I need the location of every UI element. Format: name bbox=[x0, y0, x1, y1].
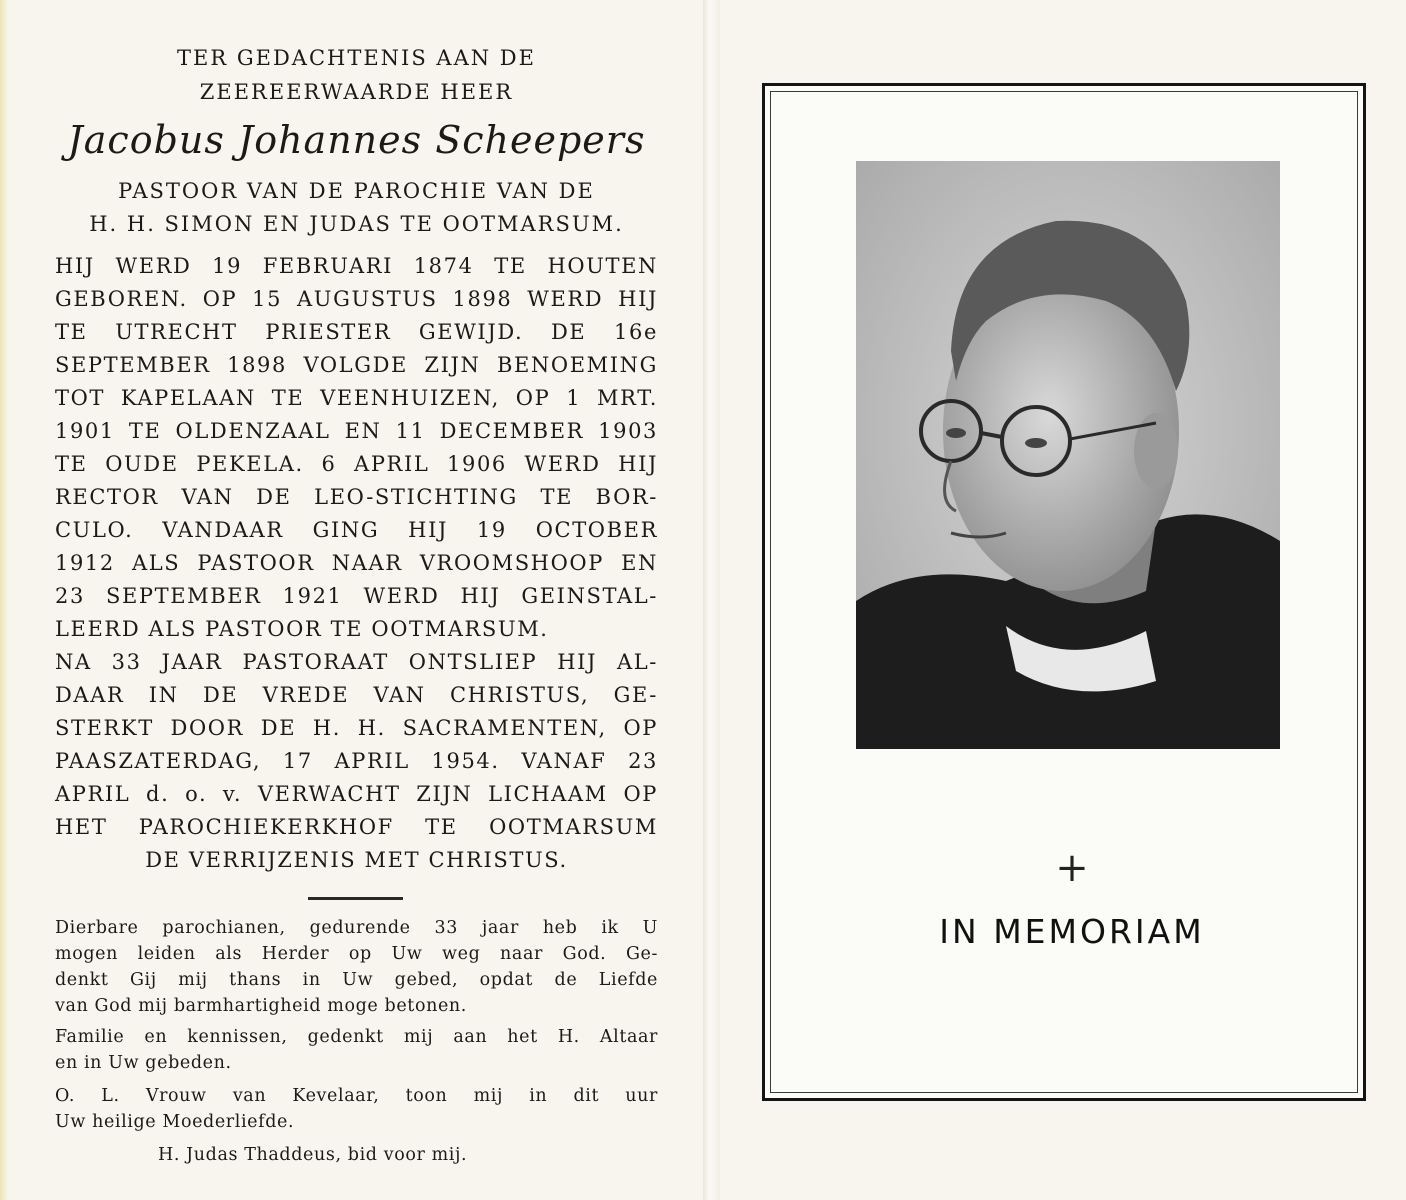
heading-line-2: ZEEREERWAARDE HEER bbox=[199, 80, 514, 104]
biography-line: SEPTEMBER 1898 VOLGDE ZIJN BENOEMING bbox=[55, 353, 658, 377]
biography-line: DAAR IN DE VREDE VAN CHRISTUS, GE- bbox=[55, 683, 658, 707]
title-line-1: PASTOOR VAN DE PAROCHIE VAN DE bbox=[118, 179, 595, 203]
prayer-line: van God mij barmhartigheid moge betonen. bbox=[55, 996, 467, 1016]
biography-line: HET PAROCHIEKERKHOF TE OOTMARSUM bbox=[55, 815, 658, 839]
biography-line: 1912 ALS PASTOOR NAAR VROOMSHOOP EN bbox=[55, 551, 658, 575]
prayer-line: O. L. Vrouw van Kevelaar, toon mij in dit uur bbox=[55, 1086, 658, 1106]
biography-line: 23 SEPTEMBER 1921 WERD HIJ GEINSTAL- bbox=[55, 584, 658, 608]
portrait-photo bbox=[856, 161, 1280, 749]
biography-line: HIJ WERD 19 FEBRUARI 1874 TE HOUTEN bbox=[55, 254, 658, 278]
paper-edge bbox=[0, 0, 8, 1200]
heading-line-1: TER GEDACHTENIS AAN DE bbox=[177, 46, 536, 70]
biography-line: LEERD ALS PASTOOR TE OOTMARSUM. bbox=[55, 617, 549, 641]
biography-line: NA 33 JAAR PASTORAAT ONTSLIEP HIJ AL- bbox=[55, 650, 658, 674]
biography-line: RECTOR VAN DE LEO-STICHTING TE BOR- bbox=[55, 485, 658, 509]
biography-line: APRIL d. o. v. VERWACHT ZIJN LICHAAM OP bbox=[55, 782, 658, 806]
memoriam-title: IN MEMORIAM bbox=[939, 912, 1205, 951]
biography-line: CULO. VANDAAR GING HIJ 19 OCTOBER bbox=[55, 518, 658, 542]
prayer-line: Familie en kennissen, gedenkt mij aan het H. Altaar bbox=[55, 1027, 658, 1047]
biography-line: TE UTRECHT PRIESTER GEWIJD. DE 16e bbox=[55, 320, 658, 344]
biography-line: PAASZATERDAG, 17 APRIL 1954. VANAF 23 bbox=[55, 749, 658, 773]
prayer-line: mogen leiden als Herder op Uw weg naar God. Ge- bbox=[55, 944, 658, 964]
biography-line: STERKT DOOR DE H. H. SACRAMENTEN, OP bbox=[55, 716, 658, 740]
section-divider bbox=[308, 897, 403, 900]
biography-line: DE VERRIJZENIS MET CHRISTUS. bbox=[145, 848, 568, 872]
prayer-line: en in Uw gebeden. bbox=[55, 1053, 232, 1073]
biography-line: GEBOREN. OP 15 AUGUSTUS 1898 WERD HIJ bbox=[55, 287, 658, 311]
title-line-2: H. H. SIMON EN JUDAS TE OOTMARSUM. bbox=[89, 212, 624, 236]
prayer-line: H. Judas Thaddeus, bid voor mij. bbox=[158, 1145, 468, 1165]
biography-line: TOT KAPELAAN TE VEENHUIZEN, OP 1 MRT. bbox=[55, 386, 658, 410]
card-fold bbox=[703, 0, 720, 1200]
priest-portrait-illustration bbox=[856, 161, 1280, 749]
biography-line: TE OUDE PEKELA. 6 APRIL 1906 WERD HIJ bbox=[55, 452, 658, 476]
biography-line: 1901 TE OLDENZAAL EN 11 DECEMBER 1903 bbox=[55, 419, 658, 443]
prayer-line: Uw heilige Moederliefde. bbox=[55, 1112, 295, 1132]
cross-icon: + bbox=[1055, 845, 1089, 891]
prayer-line: denkt Gij mij thans in Uw gebed, opdat de Liefde bbox=[55, 970, 658, 990]
prayer-line: Dierbare parochianen, gedurende 33 jaar heb ik U bbox=[55, 918, 658, 938]
deceased-name: Jacobus Johannes Scheepers bbox=[67, 118, 646, 162]
